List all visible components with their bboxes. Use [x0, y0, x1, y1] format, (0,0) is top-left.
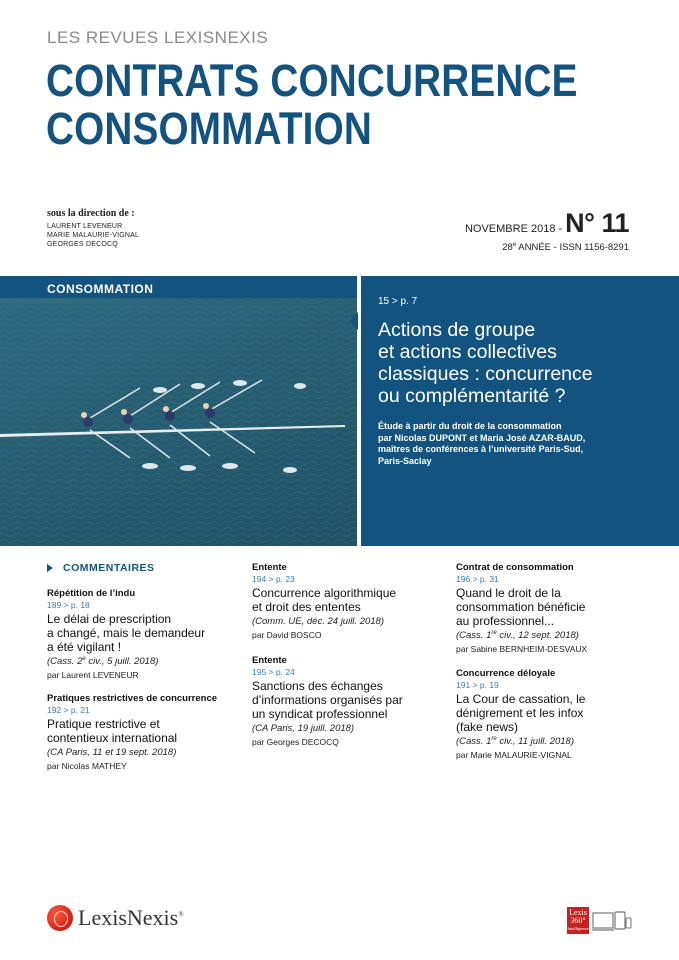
commentaires-heading: [47, 562, 237, 574]
article-category: Contrat de consommation: [456, 562, 574, 573]
article-page-ref: 195 > p. 24: [252, 667, 295, 677]
feature-article[interactable]: [378, 296, 668, 467]
article-title-line: Le délai de prescription: [47, 612, 172, 626]
source-text: (CA Paris, 11 et 19 sept. 2018): [47, 747, 177, 759]
article-title: [456, 586, 646, 628]
source-text: civ., 11 juill. 2018): [496, 736, 574, 748]
article-category: Entente: [252, 562, 287, 573]
director-name: LAURENT LEVENEUR: [47, 223, 123, 230]
source-sup: re: [491, 630, 497, 636]
article-category: Pratiques restrictives de concurrence: [47, 693, 218, 705]
devices-icon: [592, 910, 632, 934]
article-entry[interactable]: [456, 562, 646, 654]
article-title: [252, 679, 442, 721]
article-category: Entente: [252, 655, 287, 666]
triangle-right-icon: [47, 564, 53, 572]
article-title-line: Concurrence algorithmique: [252, 586, 397, 600]
article-entry[interactable]: [47, 588, 237, 680]
brand-name: LexisNexis: [78, 905, 179, 930]
article-title-line: Pratique restrictive et: [47, 717, 160, 732]
lexisnexis-logo: [47, 905, 184, 931]
article-author: par Laurent LEVENEUR: [47, 670, 139, 681]
source-sup: re: [491, 736, 497, 743]
commentaires-column-3: [456, 562, 646, 774]
director-name: GEORGES DECOCQ: [47, 241, 118, 248]
rowing-illustration: [0, 298, 357, 546]
article-title: [47, 717, 237, 745]
direction-label: sous la direction de :: [47, 208, 135, 219]
article-page-ref: 196 > p. 31: [456, 574, 499, 584]
article-source: [252, 616, 442, 627]
article-entry[interactable]: [252, 655, 442, 747]
article-source: [252, 723, 442, 734]
article-author: par David BOSCO: [252, 630, 322, 640]
lexis360-badge: [567, 907, 589, 934]
commentaires-column-2: [252, 562, 442, 762]
feature-desc-line: maîtres de conférences à l’université Paris-Sud,: [378, 444, 584, 454]
article-title-line: Quand le droit de la: [456, 586, 561, 600]
article-entry[interactable]: [47, 693, 237, 771]
source-sup: e: [82, 656, 86, 662]
article-page-ref: 194 > p. 23: [252, 574, 295, 584]
article-title: [456, 692, 646, 734]
issue-year-issn: [465, 242, 629, 253]
lexisnexis-orb-icon: [47, 905, 73, 931]
article-category: Répétition de l’indu: [47, 588, 136, 599]
article-title: [252, 586, 442, 614]
article-entry[interactable]: [252, 562, 442, 640]
rowing-photo: [0, 298, 357, 546]
year-number: 28: [502, 242, 513, 254]
issue-month: NOVEMBRE 2018 -: [464, 223, 563, 235]
article-source: [456, 630, 646, 641]
series-name: LES REVUES LEXISNEXIS: [47, 28, 269, 47]
issue-number: N° 11: [565, 208, 629, 238]
article-title-line: d’informations organisés par: [252, 693, 403, 707]
year-suffix: e: [512, 242, 517, 248]
source-text: (Cass. 1: [456, 630, 492, 642]
article-title-line: Sanctions des échanges: [252, 679, 383, 693]
commentaires-heading-text: COMMENTAIRES: [63, 562, 155, 574]
source-text: (CA Paris, 19 juill. 2018): [252, 723, 355, 734]
feature-title-line: classiques : concurrence: [378, 363, 593, 385]
article-title-line: consommation bénéficie: [456, 600, 586, 614]
issue-info: [465, 208, 629, 253]
journal-title-line-2: CONSOMMATION: [46, 103, 372, 154]
journal-title-line-1: CONTRATS CONCURRENCE: [46, 55, 578, 106]
feature-title-line: et actions collectives: [378, 341, 557, 363]
article-title: [47, 612, 237, 654]
journal-title: [46, 57, 578, 153]
feature-page-ref: 15 > p. 7: [378, 296, 418, 307]
article-page-ref: 192 > p. 21: [47, 705, 90, 716]
feature-title-line: Actions de groupe: [378, 319, 536, 341]
year-issn-text: ANNÉE - ISSN 1156-8291: [516, 242, 629, 254]
lexisnexis-wordmark: [78, 905, 184, 931]
article-author: par Marie MALAURIE-VIGNAL: [456, 750, 572, 761]
source-text: civ., 5 juill. 2018): [85, 656, 159, 668]
feature-desc-line: Paris-Saclay: [378, 455, 432, 466]
article-author: par Nicolas MATHEY: [47, 761, 127, 772]
article-title-line: a été vigilant !: [47, 640, 122, 654]
article-title-line: (fake news): [456, 720, 519, 735]
article-page-ref: 189 > p. 18: [47, 600, 90, 610]
article-source: [47, 656, 237, 667]
director-name: MARIE MALAURIE-VIGNAL: [47, 232, 140, 239]
article-title-line: au professionnel...: [456, 614, 555, 628]
brand-mark: ®: [178, 910, 184, 919]
article-title-line: contentieux international: [47, 731, 178, 746]
source-text: civ., 12 sept. 2018): [496, 630, 579, 642]
feature-description: [378, 421, 668, 467]
editorial-direction: [47, 208, 139, 249]
source-text: (Cass. 1: [456, 736, 492, 748]
feature-title-line: ou complémentarité ?: [378, 385, 566, 407]
article-title-line: un syndicat professionnel: [252, 707, 388, 721]
feature-desc-line: par Nicolas DUPONT et Maria José AZAR-BAUD,: [378, 432, 586, 443]
article-title-line: et droit des ententes: [252, 600, 361, 614]
source-text: (Cass. 2: [47, 656, 83, 668]
article-author: par Georges DECOCQ: [252, 737, 339, 747]
article-source: [456, 736, 646, 747]
section-tag: CONSOMMATION: [47, 282, 154, 296]
article-title-line: dénigrement et les infox: [456, 706, 584, 721]
commentaires-column-1: [47, 562, 237, 784]
badge-small-text: Intelligence: [567, 926, 589, 931]
badge-bottom-text: 360°: [570, 916, 586, 925]
article-title-line: La Cour de cassation, le: [456, 692, 586, 707]
article-source: [47, 747, 237, 758]
band-notch: [349, 312, 358, 330]
feature-desc-line: Étude à partir du droit de la consommation: [378, 421, 562, 431]
article-category: Concurrence déloyale: [456, 668, 556, 680]
badge-top-text: Lexis: [569, 908, 587, 917]
article-title-line: a changé, mais le demandeur: [47, 626, 206, 640]
article-entry[interactable]: [456, 668, 646, 760]
feature-title: [378, 319, 668, 407]
article-page-ref: 191 > p. 19: [456, 680, 499, 691]
article-author: par Sabine BERNHEIM-DESVAUX: [456, 644, 588, 655]
source-text: (Comm. UE, déc. 24 juill. 2018): [252, 616, 384, 627]
